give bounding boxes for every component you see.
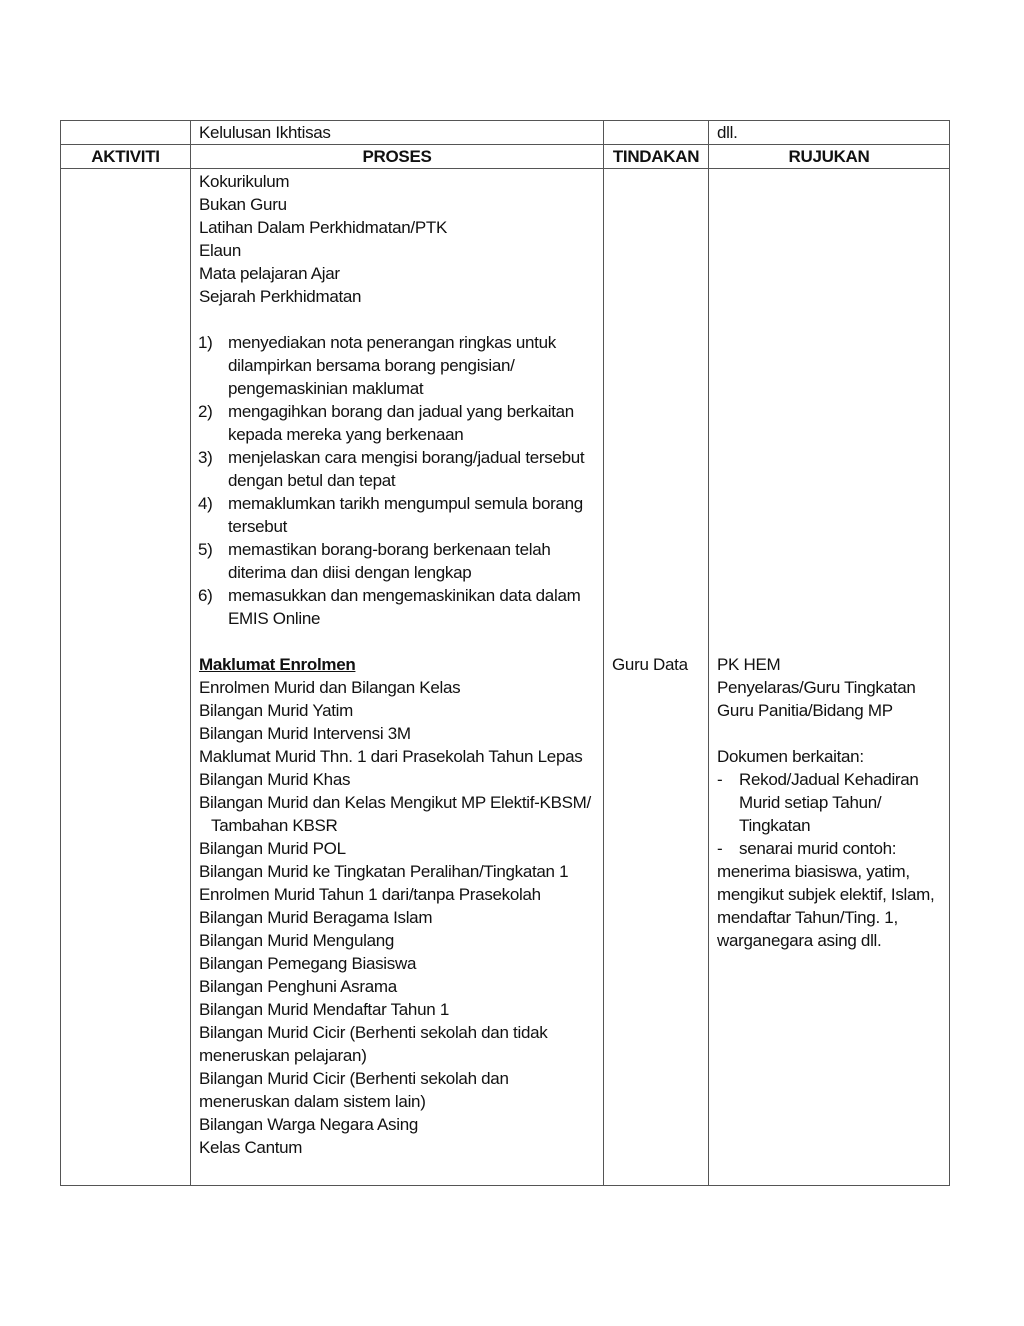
body-row [61,169,950,1186]
step-text-line: tersebut [228,517,288,536]
continuation-row [61,121,950,145]
doc-item [717,837,941,860]
step-number: 3) [198,448,213,467]
enrolmen-item: Bilangan Murid Cicir (Berhenti sekolah dan tidak [199,1023,548,1042]
rujukan-tail-line: menerima biasiswa, yatim, [717,862,910,881]
enrolmen-item: Enrolmen Murid dan Bilangan Kelas [199,678,461,697]
top-tindakan-cell [604,121,709,145]
dash-marker: - [717,770,723,789]
step-text-line: menyediakan nota penerangan ringkas untuk [228,333,556,352]
proses-item: Bukan Guru [199,195,287,214]
proses-step [199,584,595,630]
enrolmen-item: meneruskan pelajaran) [199,1046,367,1065]
enrolmen-item: Bilangan Murid POL [199,839,346,858]
step-text-line: memastikan borang-borang berkenaan telah [228,540,551,559]
step-number: 4) [198,494,213,513]
header-rujukan: RUJUKAN [709,145,950,169]
rujukan-tail-line: mengikut subjek elektif, Islam, [717,885,935,904]
doc-item-line: Rekod/Jadual Kehadiran [739,770,919,789]
step-text-line: pengemaskinian maklumat [228,379,424,398]
header-aktiviti: AKTIVITI [61,145,191,169]
tindakan-cell [604,169,709,1186]
enrolmen-item: Bilangan Murid Yatim [199,701,354,720]
tindakan-value: Guru Data [612,655,688,674]
top-aktiviti-cell [61,121,191,145]
enrolmen-item: Bilangan Penghuni Asrama [199,977,397,996]
enrolmen-item: Kelas Cantum [199,1138,303,1157]
rujukan-line: Guru Panitia/Bidang MP [717,701,893,720]
rujukan-tail-list [717,860,941,952]
step-number: 5) [198,540,213,559]
enrolmen-item: Bilangan Murid Khas [199,770,351,789]
activity-table [60,120,950,1186]
enrolmen-item: Bilangan Murid Cicir (Berhenti sekolah dan [199,1069,509,1088]
enrolmen-item: Bilangan Murid Intervensi 3M [199,724,411,743]
proses-step [199,492,595,538]
proses-item: Mata pelajaran Ajar [199,264,340,283]
enrolmen-item: meneruskan dalam sistem lain) [199,1092,426,1111]
proses-item: Elaun [199,241,241,260]
step-text-line: kepada mereka yang berkenaan [228,425,464,444]
top-rujukan-text: dll. [717,123,738,142]
rujukan-cell [709,169,950,1186]
proses-step [199,538,595,584]
proses-item: Sejarah Perkhidmatan [199,287,362,306]
enrolmen-item: Bilangan Murid ke Tingkatan Peralihan/Tingkatan 1 [199,862,569,881]
step-number: 2) [198,402,213,421]
enrolmen-item: Maklumat Murid Thn. 1 dari Prasekolah Tahun Lepas [199,747,583,766]
step-text-line: memasukkan dan mengemaskinikan data dalam [228,586,581,605]
top-proses-text: Kelulusan Ikhtisas [199,123,331,142]
proses-cell [191,169,604,1186]
top-proses-cell [191,121,604,145]
proses-step [199,331,595,400]
rujukan-line-list [717,653,941,722]
enrolmen-item: Tambahan KBSR [211,816,338,835]
step-text-line: dengan betul dan tepat [228,471,396,490]
step-text-line: diterima dan diisi dengan lengkap [228,563,472,582]
step-text-line: dilampirkan bersama borang pengisian/ [228,356,515,375]
doc-item [717,768,941,837]
step-number: 1) [198,333,213,352]
enrolmen-item-list [199,676,595,1159]
header-row [61,145,950,169]
header-tindakan: TINDAKAN [604,145,709,169]
proses-step [199,400,595,446]
proses-item: Latihan Dalam Perkhidmatan/PTK [199,218,448,237]
proses-item-list [199,170,595,308]
rujukan-line: Penyelaras/Guru Tingkatan [717,678,916,697]
enrolmen-item: Bilangan Murid Mendaftar Tahun 1 [199,1000,449,1019]
doc-item-list [717,768,941,860]
aktiviti-cell [61,169,191,1186]
proses-item: Kokurikulum [199,172,290,191]
dash-marker: - [717,839,723,858]
rujukan-tail-line: mendaftar Tahun/Ting. 1, [717,908,898,927]
enrolmen-item: Bilangan Warga Negara Asing [199,1115,419,1134]
enrolmen-item: Bilangan Murid dan Kelas Mengikut MP Elektif-KBSM/ [199,793,591,812]
top-rujukan-cell [709,121,950,145]
rujukan-line: PK HEM [717,655,781,674]
doc-item-line: Murid setiap Tahun/ [739,793,882,812]
proses-steps-list [199,331,595,630]
doc-item-line: senarai murid contoh: [739,839,897,858]
proses-step [199,446,595,492]
header-proses: PROSES [191,145,604,169]
rujukan-tail-line: warganegara asing dll. [717,931,882,950]
step-text-line: menjelaskan cara mengisi borang/jadual tersebut [228,448,585,467]
doc-item-line: Tingkatan [739,816,811,835]
enrolmen-item: Bilangan Murid Mengulang [199,931,395,950]
step-text-line: memaklumkan tarikh mengumpul semula borang [228,494,583,513]
enrolmen-item: Bilangan Murid Beragama Islam [199,908,433,927]
step-text-line: EMIS Online [228,609,321,628]
enrolmen-heading: Maklumat Enrolmen [199,655,356,674]
step-text-line: mengagihkan borang dan jadual yang berkaitan [228,402,574,421]
enrolmen-item: Enrolmen Murid Tahun 1 dari/tanpa Prasekolah [199,885,541,904]
step-number: 6) [198,586,213,605]
doc-heading: Dokumen berkaitan: [717,747,864,766]
enrolmen-item: Bilangan Pemegang Biasiswa [199,954,417,973]
